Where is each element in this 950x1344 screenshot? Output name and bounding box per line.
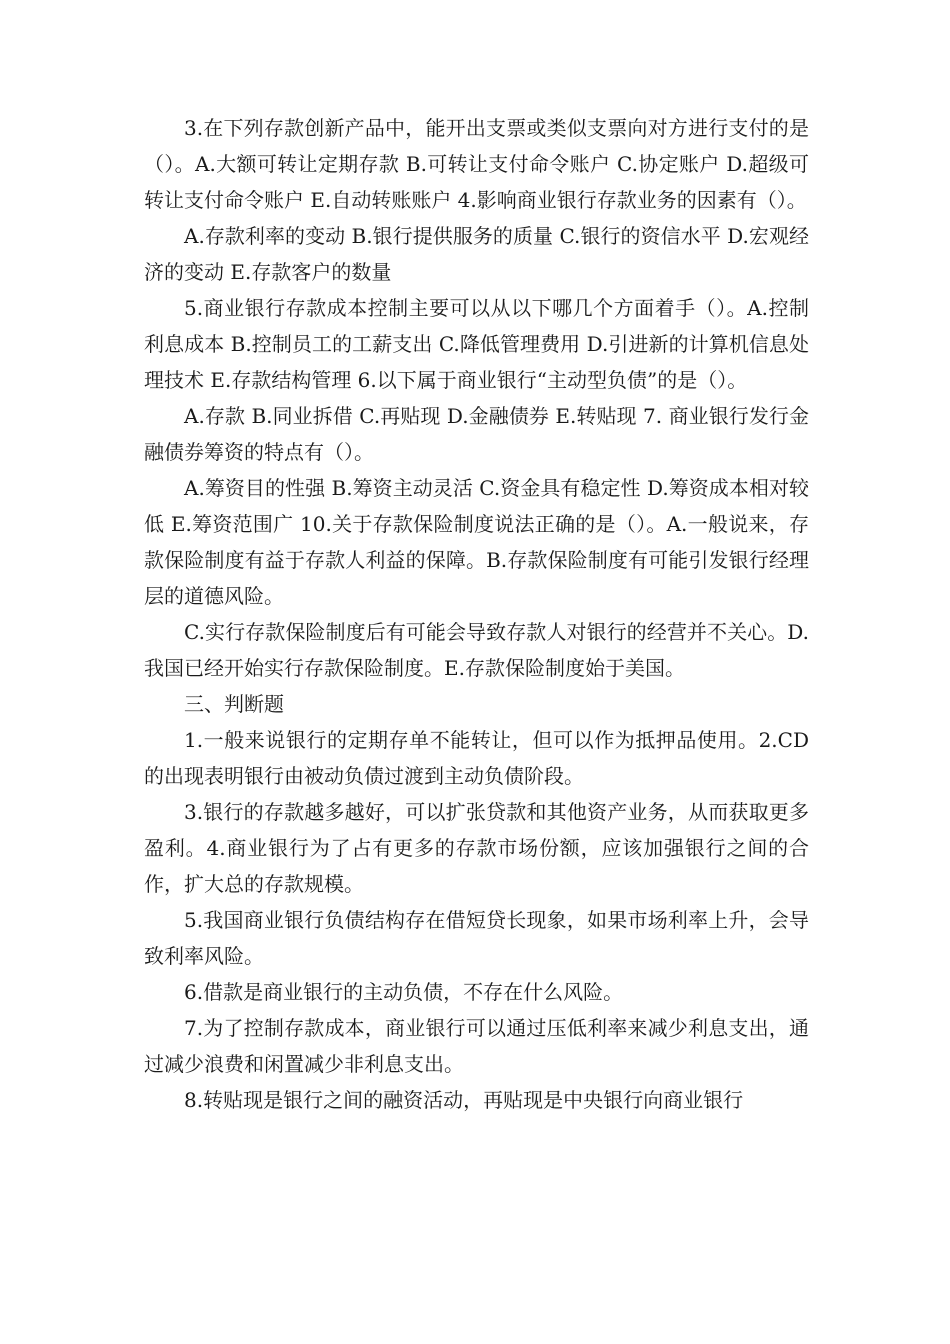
document-body — [144, 110, 809, 1118]
paragraph-judgment-1-2: 1.一般来说银行的定期存单不能转让，但可以作为抵押品使用。2.CD 的出现表明银行由被动负债过渡到主动负债阶段。 — [144, 728, 809, 788]
paragraph-q5-q6: 5.商业银行存款成本控制主要可以从以下哪几个方面着手（）。A.控制利息成本 B.控制员工的工薪支出 C.降低管理费用 D.引进新的计算机信息处理技术 E.存款结构管理 6.以下属于商业银行“主动型负债”的是（）。 — [144, 296, 809, 392]
paragraph-judgment-7: 7.为了控制存款成本，商业银行可以通过压低利率来减少利息支出，通过减少浪费和闲置减少非利息支出。 — [144, 1016, 809, 1076]
paragraph-q7-options-q10: A.筹资目的性强 B.筹资主动灵活 C.资金具有稳定性 D.筹资成本相对较低 E.筹资范围广 10.关于存款保险制度说法正确的是（）。A.一般说来，存款保险制度有益于存款人利益的保障。B.存款保险制度有可能引发银行经理层的道德风险。 — [144, 476, 809, 608]
paragraph-q10-options: C.实行存款保险制度后有可能会导致存款人对银行的经营并不关心。D.我国已经开始实行存款保险制度。E.存款保险制度始于美国。 — [144, 620, 809, 680]
section-heading-judgment: 三、判断题 — [184, 692, 284, 716]
paragraph-q4-options: A.存款利率的变动 B.银行提供服务的质量 C.银行的资信水平 D.宏观经济的变动 E.存款客户的数量 — [144, 224, 809, 284]
paragraph-q6-options-q7: A.存款 B.同业拆借 C.再贴现 D.金融债券 E.转贴现 7. 商业银行发行金融债券筹资的特点有（）。 — [144, 404, 809, 464]
paragraph-judgment-6: 6.借款是商业银行的主动负债，不存在什么风险。 — [184, 980, 624, 1004]
paragraph-judgment-5: 5.我国商业银行负债结构存在借短贷长现象，如果市场利率上升，会导致利率风险。 — [144, 908, 809, 968]
paragraph-q3-q4: 3.在下列存款创新产品中，能开出支票或类似支票向对方进行支付的是（）。A.大额可转让定期存款 B.可转让支付命令账户 C.协定账户 D.超级可转让支付命令账户 E.自动转账账户 4.影响商业银行存款业务的因素有（）。 — [144, 116, 809, 212]
paragraph-judgment-8: 8.转贴现是银行之间的融资活动，再贴现是中央银行向商业银行 — [184, 1088, 744, 1112]
paragraph-judgment-3-4: 3.银行的存款越多越好，可以扩张贷款和其他资产业务，从而获取更多盈利。4.商业银行为了占有更多的存款市场份额，应该加强银行之间的合作，扩大总的存款规模。 — [144, 800, 809, 896]
